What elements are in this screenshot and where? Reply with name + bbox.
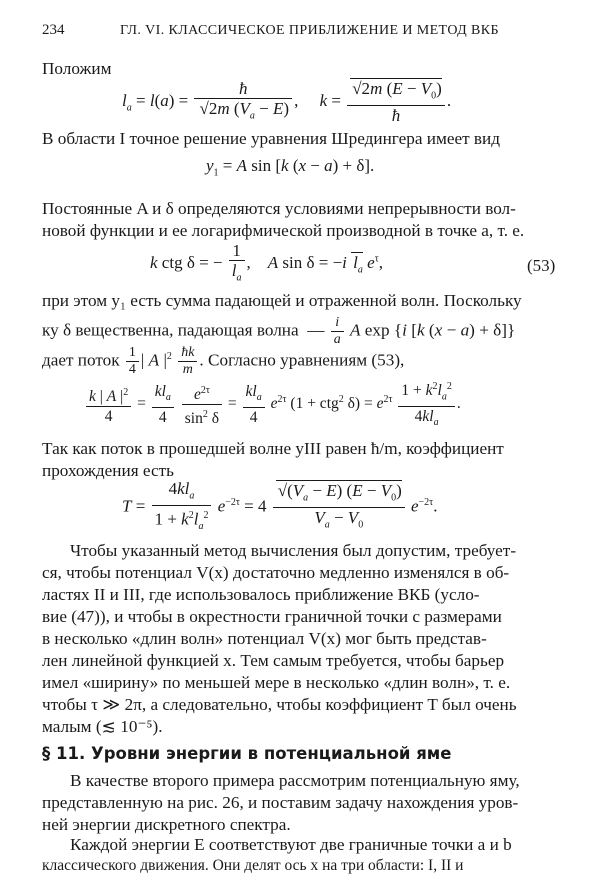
text-line: Чтобы указанный метод вычисления был допустим, требует- bbox=[70, 541, 517, 560]
text-line: классического движения. Они делят ось x на три области: I, II и bbox=[42, 857, 464, 874]
section-heading: § 11. Уровни энергии в потенциальной яме bbox=[42, 744, 452, 763]
equation-number: (53) bbox=[527, 256, 556, 275]
text-line: Так как поток в прошедшей волне yIII равен ħ/m, коэффициент bbox=[42, 439, 504, 458]
text-line: имел «ширину» по меньшей мере в несколько «длин волн», т. е. bbox=[42, 673, 511, 692]
text-fragment: ку δ вещественна, падающая волна bbox=[42, 320, 299, 340]
text-line: В области I точное решение уравнения Шредингера имеет вид bbox=[42, 129, 500, 148]
text-line: дает поток $\frac{1}{4}$ | A $|^2$ $\frac{ħk}{m}$ . Согласно уравнениям (53), bbox=[42, 345, 405, 378]
text-fragment: дает поток bbox=[42, 350, 120, 370]
text-line: Каждой энергии E соответствуют две граничные точки a и b bbox=[70, 835, 512, 854]
equation-53: k ctg δ = − $\frac{1}{l_a}$ , A sin δ = −i $l_a$ $e^\tau$, bbox=[150, 241, 383, 284]
text-line: прохождения есть bbox=[42, 461, 174, 480]
text-line: малым (≲ 10⁻⁵). bbox=[42, 717, 163, 736]
text-line: В качестве второго примера рассмотрим потенциальную яму, bbox=[70, 771, 520, 790]
text-line: ку δ вещественна, падающая волна — $\frac{i}{a}$ A exp {i [k (x − a) + δ]} bbox=[42, 315, 516, 347]
text-line: Постоянные A и δ определяются условиями непрерывности вол- bbox=[42, 199, 516, 218]
equation-flux-ratio: $\frac{k | A |^2}{4}$ = $\frac{kl_a}{4}$ $\frac{e^{2\tau}}{\sin^2 \delta}$ = $\frac{kl_a}{4}$ $e^{2\tau}$ (1 + ctg$^2$ $\delta) = e^{2\tau}$ $\frac{1 + k^2l_a^2}{4kl_a}$ . bbox=[84, 378, 461, 431]
equation-y1: $y_1 = A$ sin [k (x − a) + δ]. bbox=[206, 156, 375, 179]
equation-transmission: T = $\frac{4kl_a}{1 + k^2l_a^2}$ $e^{-2\tau} = 4$ $\frac{√(V_a - E) (E - V_0)}{V_a - V_0}$ $e^{-2\tau}$. bbox=[122, 479, 438, 533]
text-line: представленную на рис. 26, и поставим задачу нахождения уров- bbox=[42, 793, 519, 812]
text-line: при этом y₁ есть сумма падающей и отраженной волн. Поскольку bbox=[42, 291, 522, 310]
text-line: ся, чтобы потенциал V(x) достаточно медленно изменялся в об- bbox=[42, 563, 510, 582]
text-line: Положим bbox=[42, 59, 112, 78]
text-line: ластях II и III, где использовалось приближение ВКБ (усло- bbox=[42, 585, 480, 604]
text-fragment: . Согласно уравнениям (53), bbox=[199, 350, 405, 370]
text-line: новой функции и ее логарифмической производной в точке a, т. е. bbox=[42, 221, 525, 240]
text-line: чтобы τ ≫ 2π, а следовательно, чтобы коэффициент T был очень bbox=[42, 695, 517, 714]
page-number: 234 bbox=[42, 22, 65, 38]
equation-la-k: $l_a = l(a)$ = $\frac{ħ}{√2m (V_a - E)}$ , k = $\frac{√2m (E - V_0)}{ħ}$ . bbox=[122, 79, 452, 126]
text-line: лен линейной функцией x. Тем самым требуется, чтобы барьер bbox=[42, 651, 505, 670]
text-line: в несколько «длин волн» потенциал V(x) мог быть представ- bbox=[42, 629, 487, 648]
text-line: вие (47)), и чтобы в окрестности граничной точки с размерами bbox=[42, 607, 502, 626]
running-title: ГЛ. VI. КЛАССИЧЕСКОЕ ПРИБЛИЖЕНИЕ И МЕТОД ВКБ bbox=[120, 23, 499, 38]
text-line: ней энергии дискретного спектра. bbox=[42, 815, 291, 834]
